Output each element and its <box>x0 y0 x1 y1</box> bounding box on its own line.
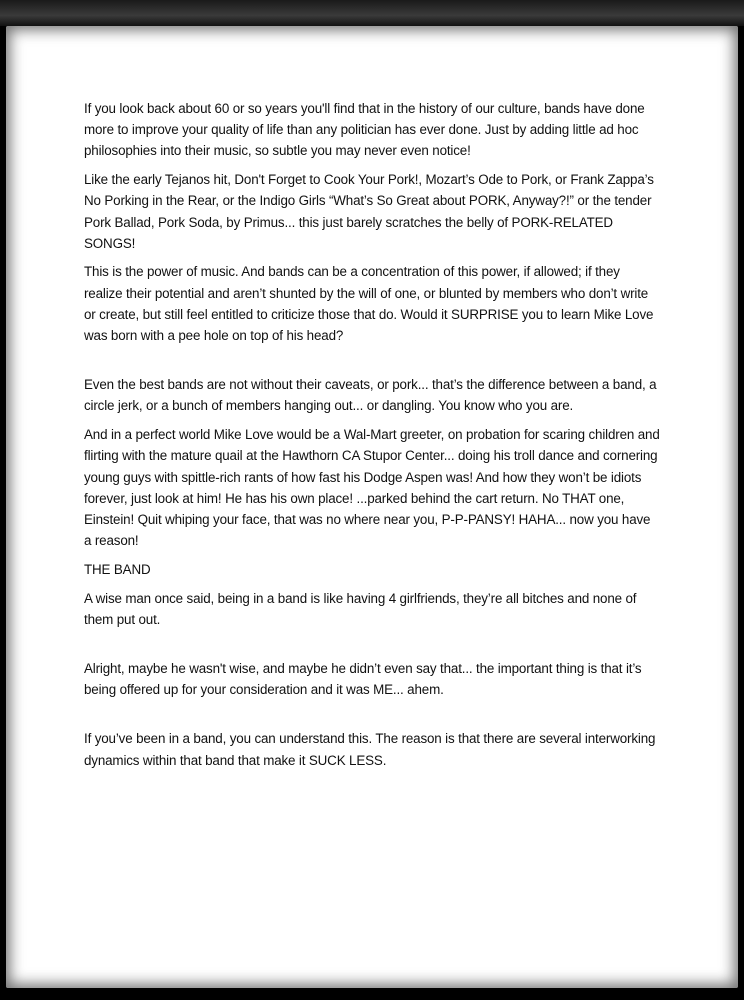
paragraph-if-youve-been: If you’ve been in a band, you can understand this. The reason is that there are several interworking dynamics within that band that make it SUCK LESS. <box>84 731 656 768</box>
window-top-edge <box>0 0 744 26</box>
paragraph-wise-man: A wise man once said, being in a band is like having 4 girlfriends, they’re all bitches and none of them put out. <box>84 590 637 627</box>
paragraph-caveats: Even the best bands are not without their caveats, or pork... that’s the difference between a band, a circle jerk, or a bunch of members hanging out... or dangling. You know who you are. <box>84 377 657 414</box>
paragraph-power-of-music: This is the power of music. And bands can be a concentration of this power, if allowed; if they realize their potential and aren’t shunted by the will of one, or blunted by members who don’t write or create, but still feel entitled to criticize those that do. Would it SURPRISE you to learn Mike Love was born with a pee hole on top of his head? <box>84 264 654 344</box>
paragraph-perfect-world: And in a perfect world Mike Love would be a Wal-Mart greeter, on probation for scaring children and flirting with the mature quail at the Hawthorn CA Stupor Center... doing his troll dance and cornering young guys with spittle-rich rants of how fast his Dodge Aspen was! And how they won’t be idiots forever, just look at him! He has his own place! ...parked behind the cart return. No THAT one, Einstein! Quit whiping your face, that was no where near you, P-P-PANSY! HAHA... now you have a reason! <box>84 427 660 549</box>
section-heading-the-band: THE BAND <box>84 561 151 577</box>
paragraph-intro: If you look back about 60 or so years you'll find that in the history of our culture, bands have done more to improve your quality of life than any politician has ever done. Just by adding little ad hoc philosophies into their music, so subtle you may never even notice! <box>84 101 645 159</box>
paragraph-pork-songs: Like the early Tejanos hit, Don't Forget to Cook Your Pork!, Mozart’s Ode to Pork, or Frank Zappa’s No Porking in the Rear, or the Indigo Girls “What’s So Great about PORK, Anyway?!” or the tender Pork Ballad, Pork Soda, by Primus... this just barely scratches the belly of PORK-RELATED SONGS! <box>84 172 654 251</box>
paragraph-alright: Alright, maybe he wasn't wise, and maybe he didn’t even say that... the important thing is that it’s being offered up for your consideration and it was ME... ahem. <box>84 660 642 698</box>
document-body <box>84 98 660 778</box>
